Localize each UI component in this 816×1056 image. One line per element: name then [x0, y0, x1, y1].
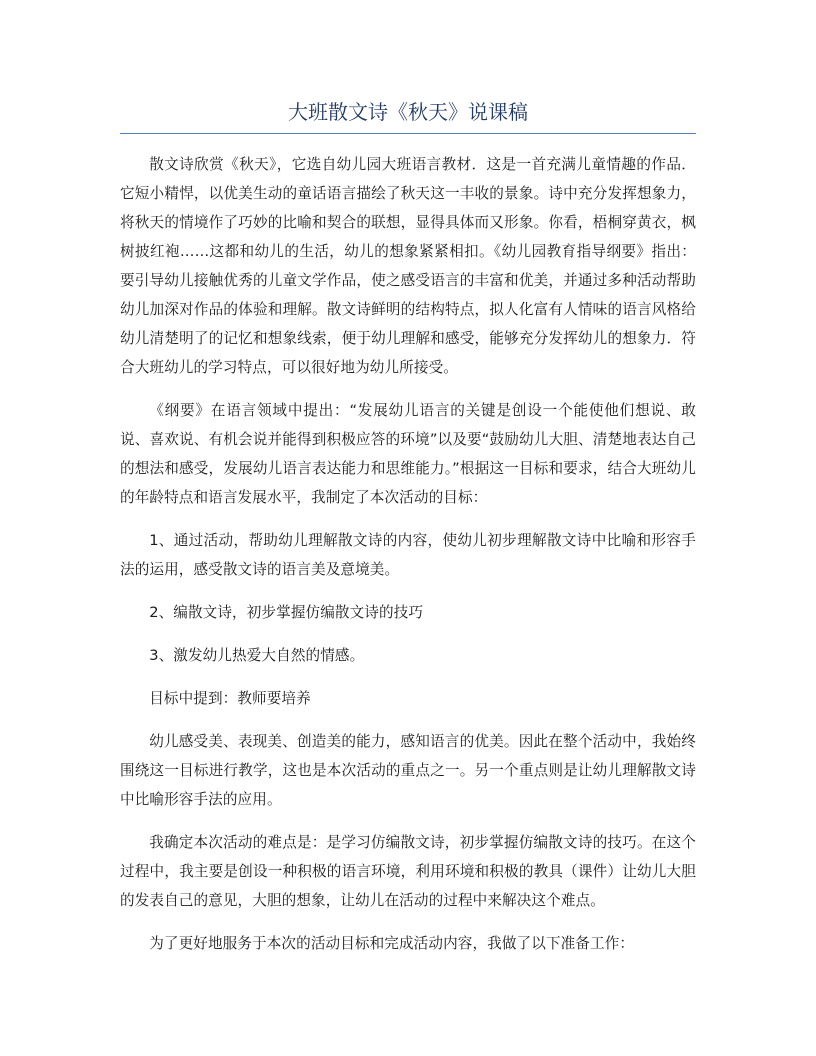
paragraph-goal-note: 目标中提到：教师要培养	[149, 690, 311, 707]
paragraph-goal-1: 1、通过活动，帮助幼儿理解散文诗的内容，使幼儿初步理解散文诗中比喻和形容手法的运用，感受散文诗的语言美及意境美。	[120, 532, 696, 578]
paragraph-key-points: 幼儿感受美、表现美、创造美的能力，感知语言的优美。因此在整个活动中，我始终围绕这一目标进行教学，这也是本次活动的重点之一。另一个重点则是让幼儿理解散文诗中比喻形容手法的应用。	[120, 733, 696, 808]
paragraph-goal-3: 3、激发幼儿热爱大自然的情感。	[149, 647, 365, 664]
paragraph-difficulty: 我确定本次活动的难点是：是学习仿编散文诗，初步掌握仿编散文诗的技巧。在这个过程中，我主要是创设一种积极的语言环境，利用环境和积极的教具（课件）让幼儿大胆的发表自己的意见，大胆的想象，让幼儿在活动的过程中来解决这个难点。	[120, 834, 696, 909]
document-body	[120, 150, 696, 972]
document-title: 大班散文诗《秋天》说课稿	[288, 100, 528, 124]
paragraph-preparation: 为了更好地服务于本次的活动目标和完成活动内容，我做了以下准备工作：	[149, 935, 635, 952]
paragraph-goal-2: 2、编散文诗，初步掌握仿编散文诗的技巧	[149, 604, 424, 621]
title-underline	[120, 133, 696, 134]
paragraph-intro: 散文诗欣赏《秋天》，它选自幼儿园大班语言教材．这是一首充满儿童情趣的作品．它短小精悍，以优美生动的童话语言描绘了秋天这一丰收的景象。诗中充分发挥想象力，将秋天的情境作了巧妙的比喻和契合的联想，显得具体而又形象。你看，梧桐穿黄衣，枫树披红袍……这都和幼儿的生活，幼儿的想象紧紧相扣。《幼儿园教育指导纲要》指出：要引导幼儿接触优秀的儿童文学作品，使之感受语言的丰富和优美，并通过多种活动帮助幼儿加深对作品的体验和理解。散文诗鲜明的结构特点，拟人化富有人情味的语言风格给幼儿清楚明了的记忆和想象线索，便于幼儿理解和感受，能够充分发挥幼儿的想象力．符合大班幼儿的学习特点，可以很好地为幼儿所接受。	[120, 156, 696, 376]
paragraph-guideline: 《纲要》在语言领域中提出：“发展幼儿语言的关键是创设一个能使他们想说、敢说、喜欢说、有机会说并能得到积极应答的环境”以及要“鼓励幼儿大胆、清楚地表达自己的想法和感受，发展幼儿语言表达能力和思维能力。”根据这一目标和要求，结合大班幼儿的年龄特点和语言发展水平，我制定了本次活动的目标：	[120, 402, 696, 506]
document-page	[120, 0, 696, 1056]
